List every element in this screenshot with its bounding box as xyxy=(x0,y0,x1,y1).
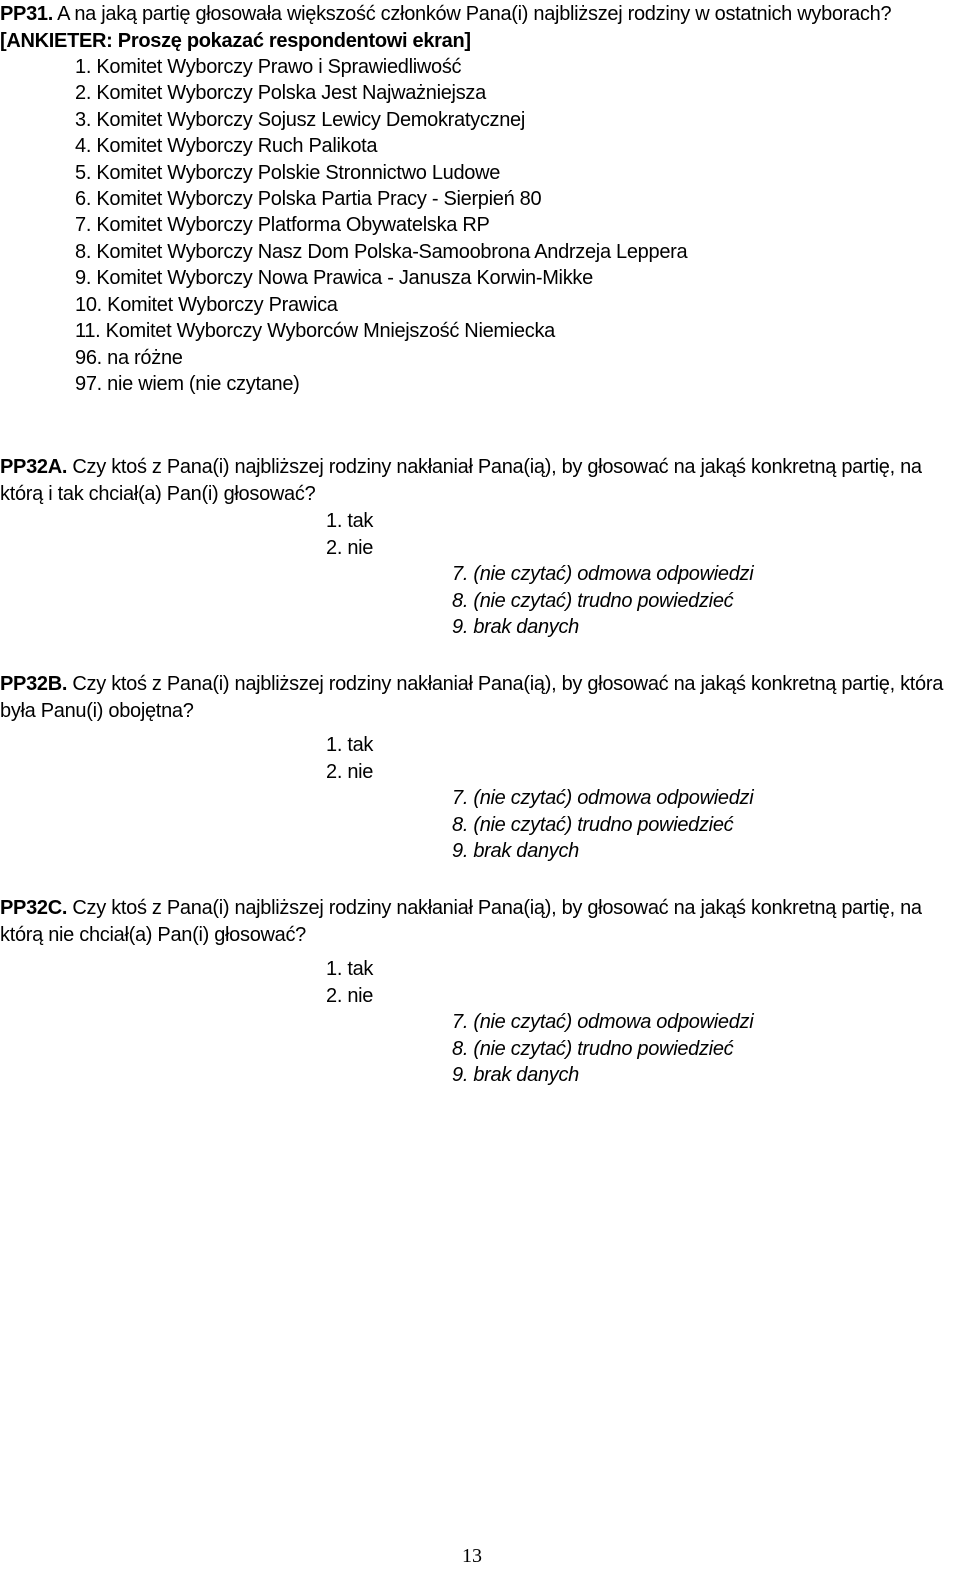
pp32a-extra: 9. brak danych xyxy=(452,616,579,638)
pp31-option: 1. Komitet Wyborczy Prawo i Sprawiedliwość xyxy=(75,56,462,78)
pp32a-question-text: Czy ktoś z Pana(i) najbliższej rodziny nakłaniał Pana(ią), by głosować na jakąś konkretną partię, na którą i tak chciał(a) Pan(i) głosować? xyxy=(0,456,922,505)
pp31-option: 8. Komitet Wyborczy Nasz Dom Polska-Samoobrona Andrzeja Leppera xyxy=(75,241,688,263)
pp32b-extra: 7. (nie czytać) odmowa odpowiedzi xyxy=(452,787,754,809)
pp32c-answer: 2. nie xyxy=(326,985,374,1007)
pp31-option: 97. nie wiem (nie czytane) xyxy=(75,373,300,395)
pp31-instruction: [ANKIETER: Proszę pokazać respondentowi ekran] xyxy=(0,30,471,52)
pp32b-extra: 9. brak danych xyxy=(452,840,579,862)
pp32c-extra: 8. (nie czytać) trudno powiedzieć xyxy=(452,1038,734,1060)
pp31-option: 6. Komitet Wyborczy Polska Partia Pracy - Sierpień 80 xyxy=(75,188,542,210)
pp31-option: 7. Komitet Wyborczy Platforma Obywatelska RP xyxy=(75,214,490,236)
pp32a-question xyxy=(0,454,956,508)
pp31-question xyxy=(0,1,891,27)
pp32b-answer: 1. tak xyxy=(326,734,374,756)
pp32c-answer: 1. tak xyxy=(326,958,374,980)
pp32a-label: PP32A. xyxy=(0,456,68,478)
pp32b-label: PP32B. xyxy=(0,673,68,695)
pp31-question-text: A na jaką partię głosowała większość członków Pana(i) najbliższej rodziny w ostatnich wyborach? xyxy=(52,3,892,25)
pp32b-answer: 2. nie xyxy=(326,761,374,783)
pp32c-extra: 7. (nie czytać) odmowa odpowiedzi xyxy=(452,1011,754,1033)
pp32a-answer: 2. nie xyxy=(326,537,374,559)
pp32a-answer: 1. tak xyxy=(326,510,374,532)
pp32c-label: PP32C. xyxy=(0,897,68,919)
pp31-option: 9. Komitet Wyborczy Nowa Prawica - Janusza Korwin-Mikke xyxy=(75,267,593,289)
pp31-option: 5. Komitet Wyborczy Polskie Stronnictwo Ludowe xyxy=(75,162,501,184)
pp31-option: 10. Komitet Wyborczy Prawica xyxy=(75,294,338,316)
pp32b-question-text: Czy ktoś z Pana(i) najbliższej rodziny nakłaniał Pana(ią), by głosować na jakąś konkretną partię, która była Panu(i) obojętna? xyxy=(0,673,944,722)
pp32b-extra: 8. (nie czytać) trudno powiedzieć xyxy=(452,814,734,836)
pp31-option: 96. na różne xyxy=(75,347,183,369)
pp31-option: 3. Komitet Wyborczy Sojusz Lewicy Demokratycznej xyxy=(75,109,526,131)
pp32c-question-text: Czy ktoś z Pana(i) najbliższej rodziny nakłaniał Pana(ią), by głosować na jakąś konkretną partię, na którą nie chciał(a) Pan(i) głosować? xyxy=(0,897,922,946)
pp31-option: 4. Komitet Wyborczy Ruch Palikota xyxy=(75,135,378,157)
pp32c-extra: 9. brak danych xyxy=(452,1064,579,1086)
page-number: 13 xyxy=(462,1545,482,1567)
pp32b-question xyxy=(0,671,956,725)
pp32c-question xyxy=(0,895,956,949)
pp31-option: 2. Komitet Wyborczy Polska Jest Najważniejsza xyxy=(75,82,486,104)
pp32a-extra: 7. (nie czytać) odmowa odpowiedzi xyxy=(452,563,754,585)
pp32a-extra: 8. (nie czytać) trudno powiedzieć xyxy=(452,590,734,612)
pp31-option: 11. Komitet Wyborczy Wyborców Mniejszość Niemiecka xyxy=(75,320,555,342)
pp31-label: PP31. xyxy=(0,3,53,25)
